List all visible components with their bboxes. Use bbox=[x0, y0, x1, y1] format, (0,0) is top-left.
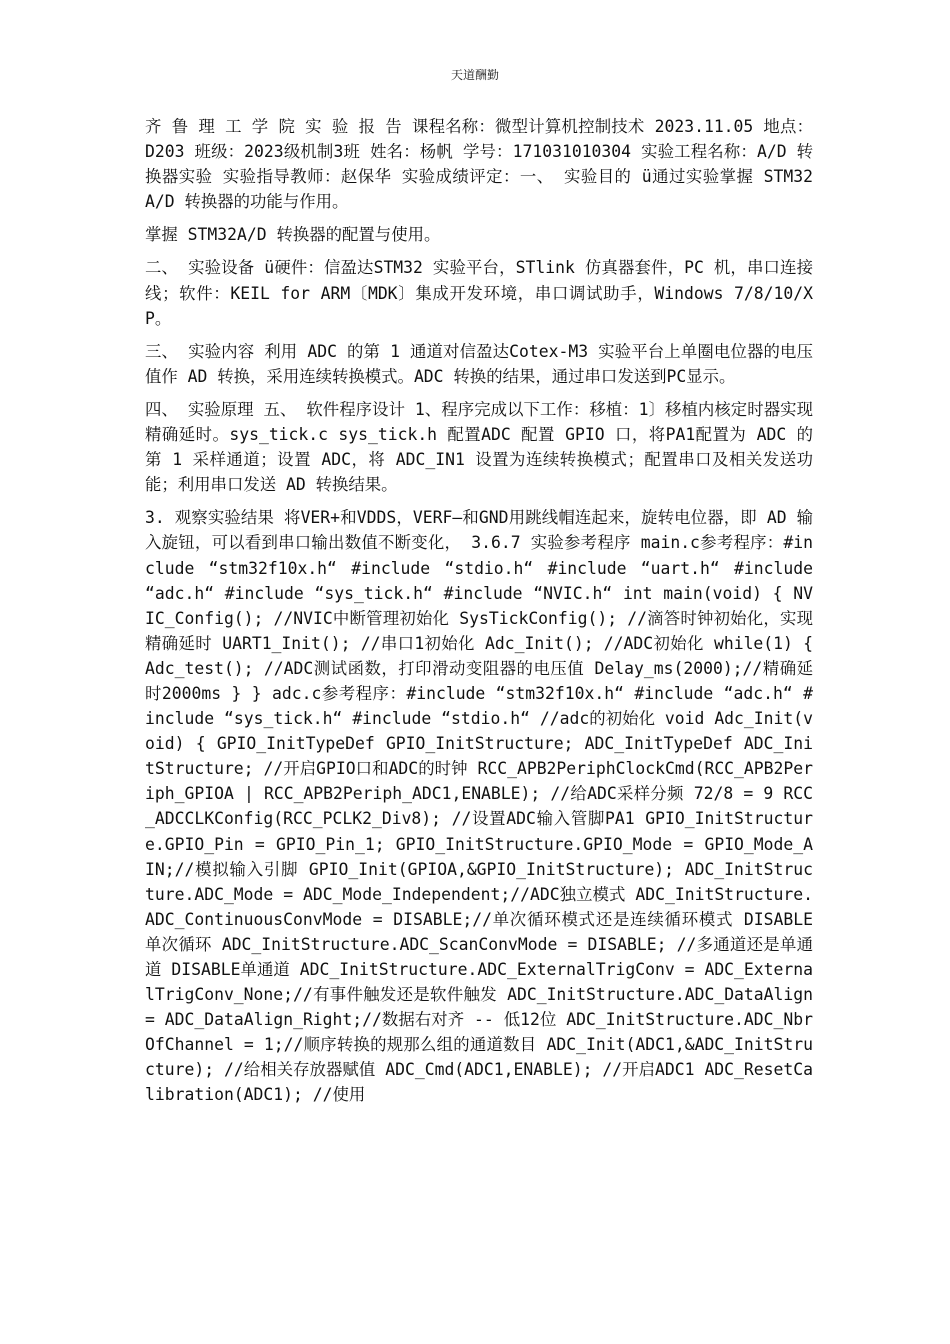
paragraph-equipment: 二、 实验设备 ü硬件：信盈达STM32 实验平台，STlink 仿真器套件，PC 机，串口连接线；软件：KEIL for ARM〔MDK〕集成开发环境，串口调试助手，Windows 7/8/10/XP。 bbox=[145, 258, 813, 328]
paragraph-course-info: 齐 鲁 理 工 学 院 实 验 报 告 课程名称：微型计算机控制技术 2023.11.05 地点：D203 班级：2023级机制3班 姓名：杨帆 学号：171031010304 实验工程名称：A/D 转换器实验 实验指导教师：赵保华 实验成绩评定：一、 实验目的 ü通过实验掌握 STM32 A/D 转换器的功能与作用。 bbox=[145, 117, 813, 212]
paragraph-principle-and-design: 四、 实验原理 五、 软件程序设计 1、程序完成以下工作：移植：1〕移植内核定时器实现精确延时。sys_tick.c sys_tick.h 配置ADC 配置 GPIO 口，将PA1配置为 ADC 的第 1 采样通道；设置 ADC，将 ADC_IN1 设置为连续转换模式；配置串口及相关发送功能；利用串口发送 AD 转换结果。 bbox=[145, 399, 813, 495]
paragraph-content: 三、 实验内容 利用 ADC 的第 1 通道对信盈达Cotex-M3 实验平台上单圈电位器的电压值作 AD 转换，采用连续转换模式。ADC 转换的结果，通过串口发送到PC显示。 bbox=[145, 341, 813, 386]
page-header: 天道酬勤 bbox=[450, 68, 499, 82]
report-body bbox=[145, 114, 813, 1108]
paragraph-results-and-code: 3. 观察实验结果 将VER+和VDDS，VERF—和GND用跳线帽连起来，旋转电位器，即 AD 输入旋钮，可以看到串口输出数值不断变化， 3.6.7 实验参考程序 main.c参考程序：#include “stm32f10x.h“ #include “stdio.h“ #include “uart.h“ #include “adc.h“ #include “sys_tick.h“ #include “NVIC.h“ int main(void) { NVIC_Config(); //NVIC中断管理初始化 SysTickConfig(); //滴答时钟初始化，实现精确延时 UART1_Init(); //串口1初始化 Adc_Init(); //ADC初始化 while(1) { Adc_test(); //ADC测试函数，打印滑动变阻器的电压值 Delay_ms(2000);//精确延时2000ms } } adc.c参考程序：#include “stm32f10x.h“ #include “adc.h“ #include “sys_tick.h“ #include “stdio.h“ //adc的初始化 void Adc_Init(void) { GPIO_InitTypeDef GPIO_InitStructure; ADC_InitTypeDef ADC_InitStructure; //开启GPIO口和ADC的时钟 RCC_APB2PeriphClockCmd(RCC_APB2Periph_GPIOA | RCC_APB2Periph_ADC1,ENABLE); //给ADC采样分频 72/8 = 9 RCC_ADCCLKConfig(RCC_PCLK2_Div8); //设置ADC输入管脚PA1 GPIO_InitStructure.GPIO_Pin = GPIO_Pin_1; GPIO_InitStructure.GPIO_Mode = GPIO_Mode_AIN;//模拟输入引脚 GPIO_Init(GPIOA,&GPIO_InitStructure); ADC_InitStructure.ADC_Mode = ADC_Mode_Independent;//ADC独立模式 ADC_InitStructure.ADC_ContinuousConvMode = DISABLE;//单次循环模式还是连续循环模式 DISABLE单次循环 ADC_InitStructure.ADC_ScanConvMode = DISABLE; //多通道还是单通道 DISABLE单通道 ADC_InitStructure.ADC_ExternalTrigConv = ADC_ExternalTrigConv_None;//有事件触发还是软件触发 ADC_InitStructure.ADC_DataAlign = ADC_DataAlign_Right;//数据右对齐 -- 低12位 ADC_InitStructure.ADC_NbrOfChannel = 1;//顺序转换的规那么组的通道数目 ADC_Init(ADC1,&ADC_InitStructure); //给相关存放器赋值 ADC_Cmd(ADC1,ENABLE); //开启ADC1 ADC_ResetCalibration(ADC1); //使用 bbox=[145, 508, 813, 1105]
paragraph-objective: 掌握 STM32A/D 转换器的配置与使用。 bbox=[145, 225, 441, 245]
